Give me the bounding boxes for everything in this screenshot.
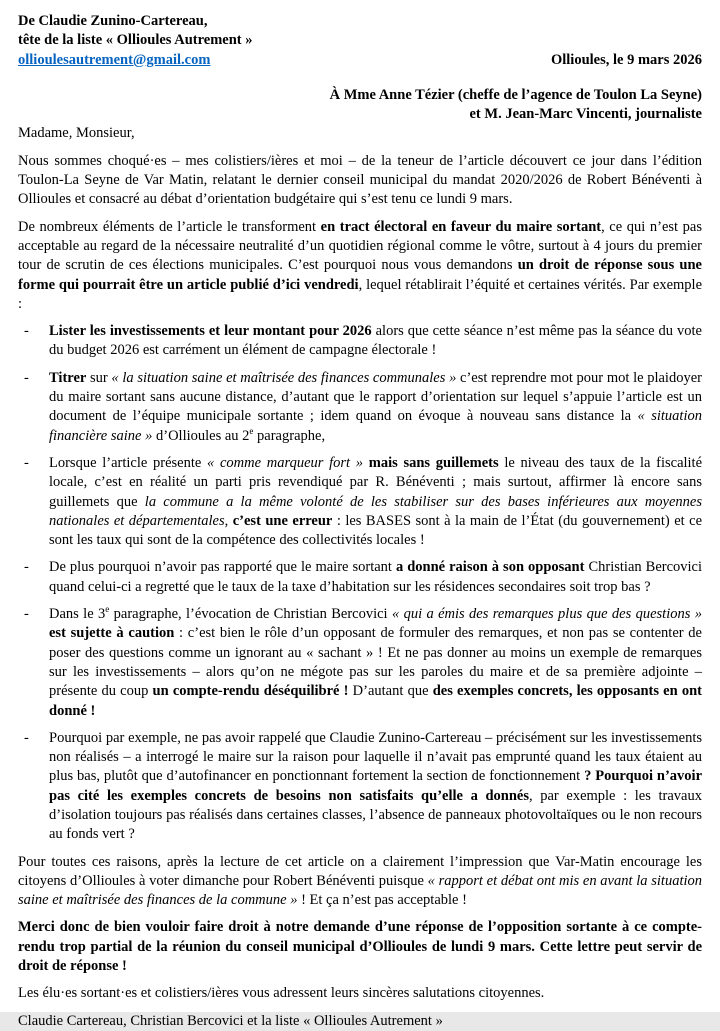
text-run: , ce qui n’est pas acceptable au regard de la nécessaire neutralité d’un quotidien régional comme le vôtre, surtout à 4 jours du premier tour de scrutin de ces élections municipales. C’est pourquoi nous vous demandons	[18, 218, 702, 274]
text-run: Lister les investissements et leur montant pour 2026	[49, 323, 372, 340]
bullet-marker: -	[24, 559, 29, 576]
bullet-item	[18, 454, 702, 550]
sender-name: De Claudie Zunino-Cartereau,	[18, 13, 208, 29]
text-run: De nombreux éléments de l’article le transforment	[18, 218, 321, 235]
text-run: Merci donc de bien vouloir faire droit à notre demande d’une réponse de l’opposition sortante à ce compte-rendu trop partial de la réunion du conseil municipal d’Ollioules de lundi 9 mars. Cette lettre peut servir de droit de réponse !	[18, 919, 702, 975]
text-run: Nous sommes choqué·es – mes colistiers/ières et moi – de la teneur de l’article découvert ce jour dans l’édition Toulon-La Seyne de Var Matin, relatant le dernier conseil municipal du mandat 2020/2026 de Robert Bénéventi à Ollioules et consacré au débat d’orientation budgétaire qui s’est tenu ce lundi 9 mars.	[18, 152, 702, 208]
text-run: ,	[224, 512, 233, 529]
paragraph	[18, 152, 702, 210]
bullet-item	[18, 322, 702, 361]
recipient-line-2: et M. Jean-Marc Vincenti, journaliste	[469, 106, 702, 123]
text-run: e	[249, 425, 254, 436]
text-run: le niveau des taux de la fiscalité locale, c’est en réalité un parti pris revendiqué par R. Bénéventi ; mais surtout, affirmer là encore sans guillemets que	[49, 454, 703, 510]
paragraph	[18, 218, 702, 314]
letter-header	[18, 12, 702, 70]
text-run: : c’est bien le rôle d’un opposant de formuler des remarques, et non pas se contenter de poser des questions comme un ignorant au « sachant » ! Et ne pas donner au moins un exemple de remarques sur les investissements – alors qu’on ne mégote pas sur les paroles du maire et de sa première adjointe – présente du coup	[49, 625, 702, 700]
bullet-item	[18, 558, 702, 597]
text-run: « qui a émis des remarques plus que des questions »	[391, 606, 702, 623]
text-run: « rapport et débat ont mis en avant la situation saine et maîtrisée des finances de la commune »	[18, 872, 702, 909]
text-run: : les BASES sont à la main de l’État (du gouvernement) et ce sont les taux qui sont de la compétence des collectivités locales !	[49, 512, 703, 549]
text-run: des exemples concrets, les opposants en ont donné !	[49, 683, 702, 719]
sender-list-title: tête de la liste « Ollioules Autrement »	[18, 32, 253, 49]
text-run: a donné raison à son opposant	[395, 559, 585, 576]
text-run: paragraphe,	[253, 427, 326, 444]
paragraph	[18, 918, 702, 976]
text-run: , lequel rétablirait l’équité et certaines vérités. Par exemple :	[18, 276, 703, 312]
bullet-marker: -	[24, 454, 29, 471]
recipient-block	[18, 86, 702, 125]
text-run: Titrer	[49, 369, 87, 386]
text-run: en tract électoral en faveur du maire sortant	[320, 218, 602, 235]
recipient-line-1: À Mme Anne Tézier (cheffe de l’agence de Toulon La Seyne)	[329, 86, 702, 103]
text-run: mais sans guillemets	[368, 454, 499, 471]
text-run: un compte-rendu déséquilibré !	[152, 683, 349, 700]
text-run: est sujette à caution	[49, 625, 175, 642]
text-run: « comme marqueur fort »	[207, 454, 364, 471]
bullet-marker: -	[24, 729, 29, 746]
text-run: sur	[86, 369, 112, 386]
paragraph	[18, 1012, 702, 1031]
sender-block	[18, 12, 253, 70]
text-run: , par exemple : les travaux d’isolation toujours pas réalisés dans certaines classes, l’absence de panneaux photovoltaïques ou le non recours au fonds vert ?	[49, 787, 702, 843]
text-run: d’Ollioules au 2	[152, 427, 250, 444]
bullet-marker: -	[24, 606, 29, 623]
text-run: De plus pourquoi n’avoir pas rapporté que le maire sortant	[49, 559, 396, 576]
bullet-item	[18, 369, 702, 446]
sender-email-link[interactable]: ollioulesautrement@gmail.com	[18, 51, 211, 68]
date-line: Ollioules, le 9 mars 2026	[550, 51, 702, 68]
text-run: ? Pourquoi n’avoir pas cité les exemples concrets de besoins non satisfaits qu’elle a donnés	[49, 768, 702, 804]
text-run: Dans le 3	[49, 606, 106, 623]
text-run: alors que cette séance n’est même pas la séance du vote du budget 2026 est carrément un élément de campagne électorale !	[49, 323, 702, 359]
text-run: D’autant que	[348, 683, 433, 700]
salutation: Madame, Monsieur,	[18, 125, 135, 142]
text-run: paragraphe, l’évocation de Christian Bercovici	[109, 606, 392, 623]
text-run: Pour toutes ces raisons, après la lecture de cet article on a clairement l’impression que Var-Matin encourage les citoyens d’Ollioules à voter dimanche pour Robert Bénéventi puisque	[18, 853, 702, 889]
text-run: un droit de réponse sous une forme qui pourrait être un article publié d’ici vendredi	[18, 257, 702, 293]
text-run: Pourquoi par exemple, ne pas avoir rappelé que Claudie Zunino-Cartereau – précisément sur les investissements non réalisés – a interrogé le maire sur la raison pour laquelle il n’avait pas emprunté quand les taux étaient au plus bas, plutôt que d’autofinancer en ponctionnant fortement la section de fonctionnement	[49, 729, 702, 785]
text-run: c’est une erreur	[232, 512, 333, 529]
bullet-item	[18, 605, 702, 721]
text-run: Lorsque l’article présente	[49, 454, 208, 471]
text-run: e	[105, 604, 110, 615]
text-run: ! Et ça n’est pas acceptable !	[297, 892, 467, 909]
text-run: c’est reprendre mot pour mot le plaidoyer du maire sortant sans aucune distance, d’autant que le rapport d’orientation sur lequel s’appuie l’article est un document de l’équipe municipale sortante ; idem quand on évoque à nouveau sans distance la	[49, 369, 702, 425]
text-run: Claudie Cartereau, Christian Bercovici et la liste « Ollioules Autrement »	[18, 1012, 443, 1029]
paragraph	[18, 853, 702, 911]
letter-body	[18, 152, 702, 1031]
text-run: « la situation saine et maîtrisée des finances communales »	[111, 369, 457, 386]
bullet-marker: -	[24, 369, 29, 386]
bullet-item	[18, 729, 702, 845]
text-run: « situation financière saine »	[49, 408, 702, 444]
text-run: Les élu·es sortant·es et colistiers/ières vous adressent leurs sincères salutations citoyennes.	[18, 985, 545, 1002]
bullet-marker: -	[24, 323, 29, 340]
text-run: la commune a la même volonté de les stabiliser sur des bases inférieures aux moyennes nationales et départementales	[49, 493, 702, 529]
text-run: Christian Bercovici quand celui-ci a regretté que le taux de la taxe d’habitation sur les résidences secondaires soit trop bas ?	[49, 559, 703, 595]
paragraph	[18, 984, 702, 1003]
